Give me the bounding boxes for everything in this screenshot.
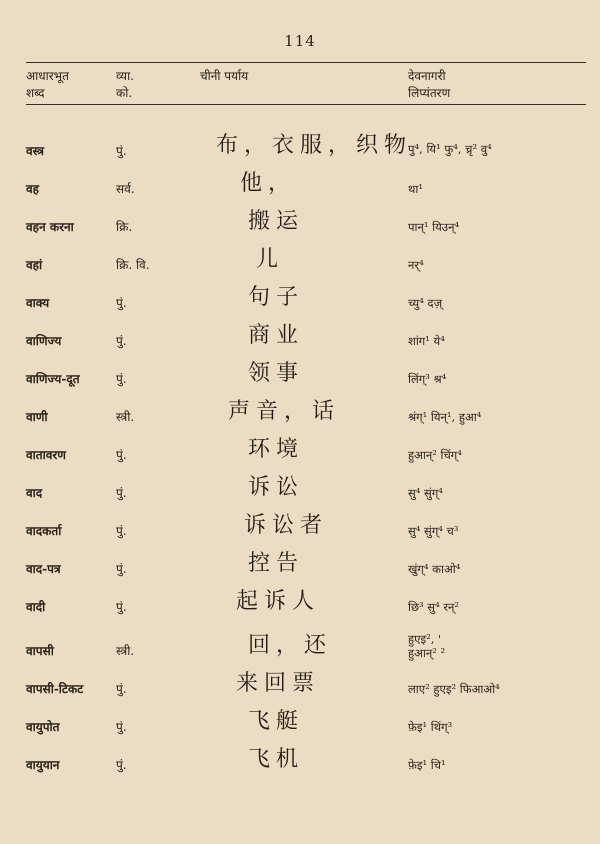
entry-grammar: स्त्री. <box>116 644 135 658</box>
header-grammar-line1: व्या. <box>116 69 134 83</box>
entry-transliteration: लाए² हुएइ² फिआओ⁴ <box>408 682 500 696</box>
table-row <box>0 209 600 254</box>
entry-grammar: पुं. <box>116 486 127 500</box>
entry-word: वाणिज्य <box>26 334 62 348</box>
entry-chinese: 环境 <box>248 437 305 462</box>
entry-word: वापसी <box>26 644 54 658</box>
entry-word: वायुयान <box>26 758 60 772</box>
entry-transliteration: पान्¹ यिउन्⁴ <box>408 220 460 234</box>
table-row <box>0 634 600 672</box>
entry-word: वहां <box>26 258 43 272</box>
entry-grammar: पुं. <box>116 758 127 772</box>
entry-transliteration: सु⁴ सुंग्⁴ <box>408 486 443 500</box>
entry-transliteration: सु⁴ सुंग्⁴ च³ <box>408 524 459 538</box>
entry-transliteration: फ़ेइ¹ थिंग्³ <box>408 720 453 734</box>
entry-word: वस्त्र <box>26 144 44 158</box>
header-grammar <box>116 68 134 102</box>
entry-chinese: 控告 <box>248 551 305 576</box>
entry-grammar: पुं. <box>116 448 127 462</box>
header-top-rule <box>26 62 586 63</box>
table-row <box>0 747 600 792</box>
entry-grammar: पुं. <box>116 562 127 576</box>
header-grammar-line2: को. <box>116 86 133 100</box>
entry-grammar: क्रि. वि. <box>116 258 150 272</box>
entry-transliteration: च्यु⁴ दज़् <box>408 296 443 310</box>
entry-chinese: 飞机 <box>248 747 305 772</box>
entry-transliteration: हुआन्² चिंग्⁴ <box>408 448 462 462</box>
entry-chinese: 句子 <box>248 285 305 310</box>
entry-word: वायुपोत <box>26 720 60 734</box>
entry-word: वापसी-टिकट <box>26 682 84 696</box>
entry-grammar: सर्व. <box>116 182 135 196</box>
entry-grammar: क्रि. <box>116 220 133 234</box>
entry-transliteration: था¹ <box>408 182 423 196</box>
entry-transliteration: श्रंग्¹ यिन्¹, हुआ⁴ <box>408 410 482 424</box>
header-base-word-line1: आधारभूत <box>26 69 69 83</box>
entry-chinese: 商业 <box>248 323 305 348</box>
entry-grammar: पुं. <box>116 600 127 614</box>
entry-grammar: पुं. <box>116 296 127 310</box>
header-bottom-rule <box>26 104 586 105</box>
entry-word: वहन करना <box>26 220 74 234</box>
entry-transliteration <box>408 632 445 660</box>
entry-chinese: 声音，话 <box>228 399 341 424</box>
header-base-word-line2: शब्द <box>26 86 45 100</box>
header-base-word <box>26 68 69 102</box>
entry-chinese: 诉讼者 <box>244 513 329 538</box>
entry-grammar: पुं. <box>116 144 127 158</box>
entry-grammar: पुं. <box>116 372 127 386</box>
entry-word: वह <box>26 182 40 196</box>
entry-chinese: 儿 <box>256 247 285 272</box>
entry-grammar: पुं. <box>116 524 127 538</box>
entry-word: वाद <box>26 486 43 500</box>
entry-word: वादी <box>26 600 46 614</box>
entry-transliteration: लिंग्³ श्र⁴ <box>408 372 447 386</box>
table-row <box>0 589 600 634</box>
entry-word: वाक्य <box>26 296 50 310</box>
header-chinese-label: चीनी पर्याय <box>200 69 249 83</box>
entry-word: वाणी <box>26 410 48 424</box>
entry-transliteration: पु⁴, यि¹ फु⁴, च्रृ² वु⁴ <box>408 142 492 156</box>
entry-transliteration: खुंग्⁴ काओ⁴ <box>408 562 461 576</box>
entry-chinese: 搬运 <box>248 209 305 234</box>
entry-chinese: 来回票 <box>236 671 321 696</box>
entry-chinese: 回，还 <box>248 633 333 658</box>
entry-grammar: पुं. <box>116 682 127 696</box>
entry-chinese: 他， <box>240 171 297 196</box>
entry-chinese: 飞艇 <box>248 709 305 734</box>
entry-transliteration-line2: हुआन्² ² <box>408 646 446 660</box>
entry-word: वाणिज्य-दूत <box>26 372 80 386</box>
header-chinese <box>200 68 248 85</box>
entry-transliteration: नर्⁴ <box>408 258 424 272</box>
entry-chinese: 起诉人 <box>236 589 321 614</box>
entry-word: वादकर्ता <box>26 524 62 538</box>
entry-chinese: 领事 <box>248 361 305 386</box>
entry-transliteration: छि³ सु⁴ रन्² <box>408 600 460 614</box>
entry-transliteration: फ़ेइ¹ चि¹ <box>408 758 446 772</box>
entry-word: वातावरण <box>26 448 66 462</box>
entry-word: वाद-पत्र <box>26 562 61 576</box>
entry-grammar: पुं. <box>116 720 127 734</box>
entry-chinese: 诉讼 <box>248 475 305 500</box>
entry-transliteration: शांग¹ ये⁴ <box>408 334 445 348</box>
table-row <box>0 133 600 178</box>
entry-grammar: स्त्री. <box>116 410 135 424</box>
header-transliteration <box>408 68 450 102</box>
entry-chinese: 布，衣服，织物 <box>216 133 413 158</box>
header-transliteration-line1: देवनागरी <box>408 69 446 83</box>
page-number: 114 <box>284 32 316 50</box>
header-transliteration-line2: लिप्यंतरण <box>408 86 451 100</box>
entry-transliteration-line1: हुएइ², ' <box>408 632 442 646</box>
entry-grammar: पुं. <box>116 334 127 348</box>
